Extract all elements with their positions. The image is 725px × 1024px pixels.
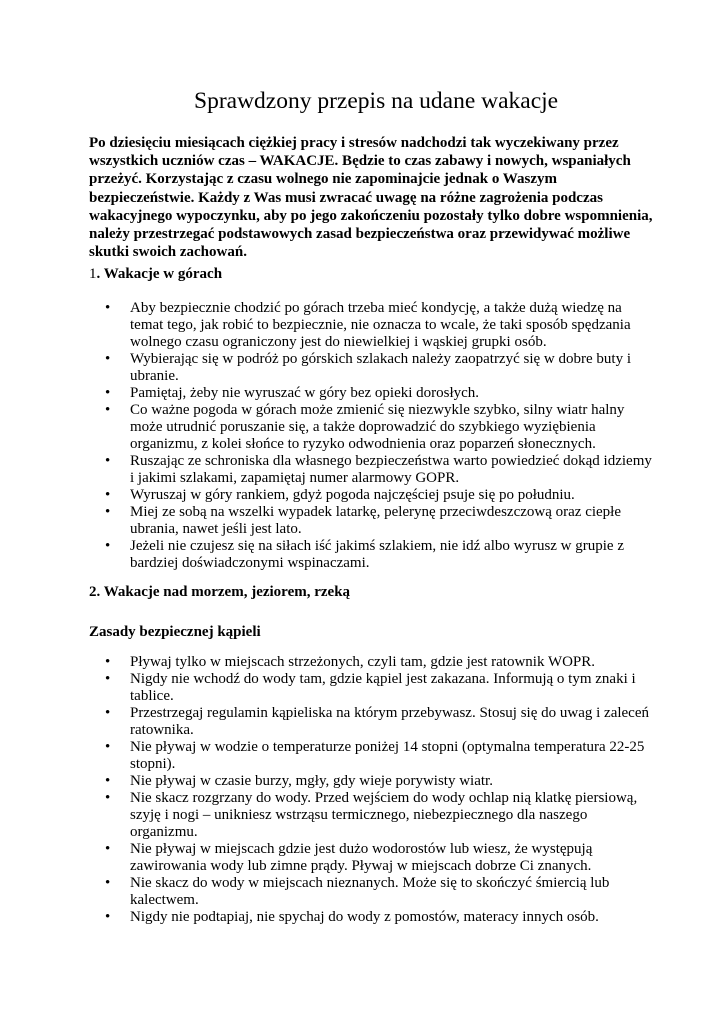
list-item bbox=[0, 671, 725, 705]
list-item bbox=[0, 351, 725, 385]
list-item-text: ratownika. bbox=[130, 722, 194, 738]
list-item-text: Nie pływaj w wodzie o temperaturze poniżej 14 stopni (optymalna temperatura 22-25 bbox=[130, 739, 645, 755]
list-item-text: Co ważne pogoda w górach może zmienić się niezwykle szybko, silny wiatr halny bbox=[130, 402, 625, 418]
list-item-text: wolnego czasu ograniczony jest do niewielkiej i wąskiej grupki osób. bbox=[130, 334, 547, 350]
intro-line: przeżyć. Korzystając z czasu wolnego nie zapominajcie jednak o Waszym bbox=[89, 171, 557, 188]
bullet-icon: • bbox=[105, 453, 111, 469]
list-item-text: Nigdy nie wchodź do wody tam, gdzie kąpiel jest zakazana. Informują o tym znaki i bbox=[130, 671, 636, 687]
intro-line: skutki swoich zachowań. bbox=[89, 244, 247, 261]
list-item bbox=[0, 402, 725, 453]
bullet-icon: • bbox=[105, 671, 111, 687]
list-item bbox=[0, 875, 725, 909]
list-item bbox=[0, 453, 725, 487]
list-item-text: temat tego, jak robić to bezpiecznie, nie oznacza to wcale, że taki sposób spędzania bbox=[130, 317, 631, 333]
page-title: Sprawdzony przepis na udane wakacje bbox=[194, 88, 559, 114]
bullet-icon: • bbox=[105, 487, 111, 503]
bullet-icon: • bbox=[105, 705, 111, 721]
list-item-text: Nigdy nie podtapiaj, nie spychaj do wody z pomostów, materacy innych osób. bbox=[130, 909, 599, 925]
intro-paragraph bbox=[89, 134, 653, 261]
intro-line: bezpieczeństwie. Każdy z Was musi zwracać uwagę na różne zagrożenia podczas bbox=[89, 189, 603, 206]
list-item-text: Ruszając ze schroniska dla własnego bezpieczeństwa warto powiedzieć dokąd idziemy bbox=[130, 453, 652, 469]
list-item-text: Jeżeli nie czujesz się na siłach iść jakimś szlakiem, nie idź albo wyrusz w grupie z bbox=[130, 538, 624, 554]
intro-line: Po dziesięciu miesiącach ciężkiej pracy i stresów nadchodzi tak wyczekiwany przez bbox=[89, 135, 619, 151]
list-item bbox=[0, 300, 725, 351]
bullet-icon: • bbox=[105, 909, 111, 925]
list-item-text: organizmu, z kolei słońce to ryzyko odwodnienia oraz poparzeń słonecznych. bbox=[130, 436, 596, 452]
list-item-text: organizmu. bbox=[130, 824, 198, 840]
bullet-icon: • bbox=[105, 538, 111, 554]
list-item-text: Nie pływaj w miejscach gdzie jest dużo wodorostów lub wiesz, że występują bbox=[130, 841, 593, 857]
bullet-icon: • bbox=[105, 773, 111, 789]
list-item-text: Wybierając się w podróż po górskich szlakach należy zaopatrzyć się w dobre buty i bbox=[130, 351, 631, 367]
list-item bbox=[0, 538, 725, 572]
list-item-text: Aby bezpiecznie chodzić po górach trzeba mieć kondycję, a także dużą wiedzę na bbox=[130, 300, 622, 316]
list-item bbox=[0, 773, 725, 790]
section-2-subheading: Zasady bezpiecznej kąpieli bbox=[89, 624, 261, 640]
bullet-icon: • bbox=[105, 351, 111, 367]
list-item-text: Pamiętaj, żeby nie wyruszać w góry bez opieki dorosłych. bbox=[130, 385, 480, 401]
section-1-title: . Wakacje w górach bbox=[96, 266, 223, 282]
section-1-list bbox=[0, 300, 725, 572]
intro-line: należy przestrzegać podstawowych zasad bezpieczeństwa oraz przewidywać możliwe bbox=[89, 226, 631, 243]
section-2-list bbox=[0, 654, 725, 926]
list-item-text: Miej ze sobą na wszelki wypadek latarkę, pelerynę przeciwdeszczową oraz ciepłe bbox=[130, 504, 622, 520]
list-item-text: ubranie. bbox=[130, 368, 179, 384]
intro-line: wakacyjnego wypoczynku, aby po jego zakończeniu pozostały tylko dobre wspomnienia, bbox=[89, 207, 653, 224]
list-item-text: może utrudnić poruszanie się, a także doprowadzić do szybkiego wyziębienia bbox=[130, 419, 596, 435]
bullet-icon: • bbox=[105, 402, 111, 418]
list-item-text: Nie pływaj w czasie burzy, mgły, gdy wieje porywisty wiatr. bbox=[130, 773, 493, 789]
bullet-icon: • bbox=[105, 790, 111, 806]
bullet-icon: • bbox=[105, 841, 111, 857]
list-item-text: bardziej doświadczonymi wspinaczami. bbox=[130, 555, 370, 571]
list-item-text: stopni). bbox=[130, 756, 176, 772]
list-item-text: i jakimi szlakami, zapamiętaj numer alarmowy GOPR. bbox=[130, 470, 460, 486]
list-item-text: zawirowania wody lub zimne prądy. Pływaj w miejscach dobrze Ci znanych. bbox=[130, 858, 592, 874]
bullet-icon: • bbox=[105, 504, 111, 520]
list-item-text: Przestrzegaj regulamin kąpieliska na którym przebywasz. Stosuj się do uwag i zaleceń bbox=[130, 705, 649, 721]
bullet-icon: • bbox=[105, 739, 111, 755]
list-item bbox=[0, 705, 725, 739]
bullet-icon: • bbox=[105, 875, 111, 891]
list-item bbox=[0, 385, 725, 402]
section-2-heading: 2. Wakacje nad morzem, jeziorem, rzeką bbox=[89, 584, 351, 600]
list-item bbox=[0, 504, 725, 538]
list-item bbox=[0, 487, 725, 504]
list-item-text: Nie skacz rozgrzany do wody. Przed wejściem do wody ochlap nią klatkę piersiową, bbox=[130, 790, 638, 806]
list-item-text: tablice. bbox=[130, 688, 174, 704]
bullet-icon: • bbox=[105, 300, 111, 316]
list-item bbox=[0, 790, 725, 841]
list-item-text: szyję i nogi – unikniesz wstrząsu termicznego, niebezpiecznego dla naszego bbox=[130, 807, 588, 823]
list-item bbox=[0, 909, 725, 926]
intro-line: wszystkich uczniów czas – WAKACJE. Będzie to czas zabawy i nowych, wspaniałych bbox=[89, 153, 631, 170]
section-1-heading bbox=[89, 265, 222, 283]
list-item-text: ubrania, nawet jeśli jest lato. bbox=[130, 521, 302, 537]
list-item-text: Pływaj tylko w miejscach strzeżonych, czyli tam, gdzie jest ratownik WOPR. bbox=[130, 654, 596, 670]
list-item bbox=[0, 654, 725, 671]
list-item-text: Wyruszaj w góry rankiem, gdyż pogoda najczęściej psuje się po południu. bbox=[130, 487, 575, 503]
list-item bbox=[0, 841, 725, 875]
section-1-number: 1 bbox=[89, 266, 97, 282]
bullet-icon: • bbox=[105, 385, 111, 401]
bullet-icon: • bbox=[105, 654, 111, 670]
list-item-text: Nie skacz do wody w miejscach nieznanych. Może się to skończyć śmiercią lub bbox=[130, 875, 610, 891]
list-item-text: kalectwem. bbox=[130, 892, 199, 908]
list-item bbox=[0, 739, 725, 773]
